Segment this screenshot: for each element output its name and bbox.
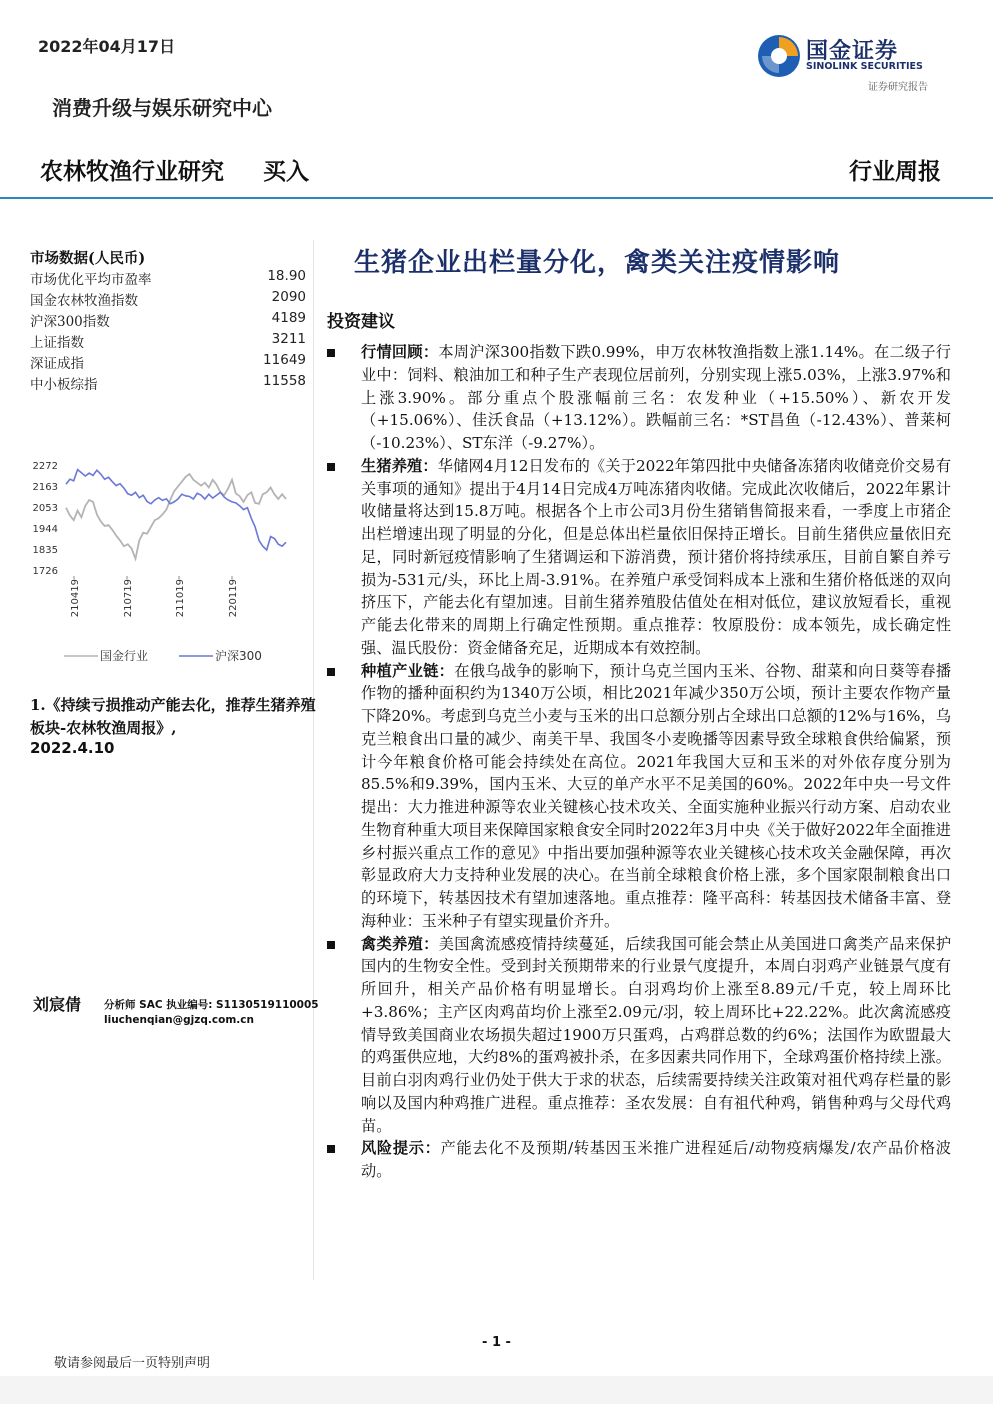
header-divider <box>0 197 993 199</box>
market-row-label: 国金农林牧渔指数 <box>30 293 138 309</box>
x-tick-label: 220119 <box>228 579 239 618</box>
recommendation-list <box>327 341 951 1183</box>
market-row <box>30 352 306 373</box>
rating-badge: 买入 <box>263 159 309 185</box>
market-row-label: 中小板综指 <box>30 377 98 393</box>
bullet-head: 行情回顾： <box>361 343 439 361</box>
market-row <box>30 331 306 352</box>
bullet-head: 种植产业链： <box>361 661 455 680</box>
y-tick-label: 1944 <box>32 524 58 535</box>
y-tick-label: 1726 <box>32 566 58 577</box>
footer-bar <box>0 1376 993 1404</box>
report-date: 2022年04月17日 <box>38 37 176 56</box>
market-row-value: 11649 <box>263 352 306 368</box>
market-row <box>30 289 306 310</box>
bullet-text: 在俄乌战争的影响下，预计乌克兰国内玉米、谷物、甜菜和向日葵等春播作物的播种面积约为1340万公顷，相比2021年减少350万公顷，预计主要农作物产量下降20%。考虑到乌克兰小麦与玉米的出口总额分别占全球出口总额的12%与16%，乌克兰粮食出口量的减少、南美干旱、我国冬小麦晚播等因素导致全球粮食供给偏紧，预计今年粮食价格可能会持续处在高位。2021年我国大豆和玉米的对外依存度分别为85.5%和9.39%，国内玉米、大豆的单产水平不足美国的60%。2022年中央一号文件提出：大力推进种源等农业关键核心技术攻关、全面实施种业振兴行动方案、启动农业生物育种重大项目来保障国家粮食安全同时2022年3月中央《关于做好2022年全面推进乡村振兴重点工作的意见》中指出要加强种源等农业关键核心技术攻关金融保障，再次彰显政府大力支持种业发展的决心。在当前全球粮食价格上涨，多个国家限制粮食出口的环境下，转基因技术有望加速落地。重点推荐：隆平高科：转基因技术储备丰富、登海种业：玉米种子有望实现量价齐升。 <box>361 661 952 930</box>
bullet-square-icon <box>327 668 335 676</box>
related-report-date: 2022.4.10 <box>30 739 115 757</box>
analyst-name: 刘宸倩 <box>33 995 82 1014</box>
x-tick-label: 210419 <box>70 579 81 618</box>
index-line-chart <box>24 448 314 668</box>
y-tick-label: 2163 <box>32 482 58 493</box>
logo-name-cn: 国金证券 <box>806 39 899 64</box>
analyst-info <box>104 998 319 1028</box>
y-tick-label: 1835 <box>32 545 58 556</box>
market-row-value: 3211 <box>271 331 306 347</box>
legend-label: 国金行业 <box>100 649 149 663</box>
market-row-label: 深证成指 <box>30 356 84 372</box>
legend-label: 沪深300 <box>215 649 262 663</box>
bullet-square-icon <box>327 941 335 949</box>
market-row-label: 市场优化平均市盈率 <box>30 272 152 288</box>
market-row <box>30 310 306 331</box>
bullet-text: 本周沪深300指数下跌0.99%，申万农林牧渔指数上涨1.14%。在二级子行业中：饲料、粮油加工和种子生产表现位居前列，分别实现上涨5.03%，上涨3.97%和上涨3.90%。部分重点个股涨幅前三名：农发种业（+15.50%）、新农开发（+15.06%）、佳沃食品（+13.12%）。跌幅前三名：*ST昌鱼（-12.43%）、普莱柯（-10.23%）、ST东洋（-9.27%）。 <box>361 343 951 452</box>
market-data-title: 市场数据(人民币) <box>30 250 146 267</box>
bullet-planting <box>327 660 951 933</box>
market-row-value: 2090 <box>271 289 306 305</box>
series-line-csi300 <box>66 470 286 550</box>
bullet-hog <box>327 455 951 660</box>
market-row-label: 沪深300指数 <box>30 314 110 330</box>
market-row <box>30 373 306 394</box>
market-row-value: 4189 <box>271 310 306 326</box>
related-report-title: 1.《持续亏损推动产能去化，推荐生猪养殖板块-农林牧渔周报》, <box>30 696 316 737</box>
bullet-text: 产能去化不及预期/转基因玉米推广进程延后/动物疫病爆发/农产品价格波动。 <box>361 1139 951 1180</box>
disclaimer-note: 敬请参阅最后一页特别声明 <box>54 1356 211 1371</box>
logo-mark-icon <box>756 33 802 79</box>
research-center: 消费升级与娱乐研究中心 <box>52 96 272 120</box>
bullet-text: 美国禽流感疫情持续蔓延，后续我国可能会禁止从美国进口禽类产品来保护国内的生物安全性。受到封关预期带来的行业景气度提升，本周白羽鸡产业链景气度有所回升，相关产品价格有明显增长。白羽鸡均价上涨至8.89元/千克，较上周环比+3.86%；主产区肉鸡苗均价上涨至2.09元/羽，较上周环比+22.22%。此次禽流感疫情导致美国商业农场损失超过1900万只蛋鸡，占鸡群总数的约6%；法国作为欧盟最大的鸡蛋供应地，大约8%的蛋鸡被扑杀，在多因素共同作用下，全球鸡蛋价格持续上涨。目前白羽肉鸡行业仍处于供大于求的状态，后续需要持续关注政策对祖代鸡存栏量的影响以及国内种鸡推广进程。重点推荐：圣农发展：自有祖代种鸡，销售种鸡与父母代鸡苗。 <box>361 934 952 1135</box>
analyst-license: 分析师 SAC 执业编号: S1130519110005 <box>104 999 319 1011</box>
report-type: 行业周报 <box>849 158 941 185</box>
y-tick-label: 2272 <box>32 461 58 472</box>
industry-title: 农林牧渔行业研究 <box>40 159 224 185</box>
bullet-market-review <box>327 341 951 455</box>
market-row-value: 11558 <box>263 373 306 389</box>
market-row <box>30 268 306 289</box>
bullet-poultry <box>327 933 951 1138</box>
x-tick-label: 211019 <box>175 579 186 618</box>
bullet-square-icon <box>327 349 335 357</box>
series-line-industry <box>66 474 286 559</box>
market-row-value: 18.90 <box>267 268 306 284</box>
market-row-label: 上证指数 <box>30 335 84 351</box>
bullet-head: 风险提示： <box>361 1139 441 1158</box>
bullet-square-icon <box>327 1145 335 1153</box>
page-number: - 1 - <box>482 1335 511 1350</box>
logo-subtitle: 证券研究报告 <box>868 82 928 93</box>
column-divider <box>313 240 314 1280</box>
logo-name-en: SINOLINK SECURITIES <box>806 61 923 72</box>
bullet-head: 禽类养殖： <box>361 934 439 953</box>
y-tick-label: 2053 <box>32 503 58 514</box>
x-tick-label: 210719 <box>123 579 134 618</box>
bullet-text: 华储网4月12日发布的《关于2022年第四批中央储备冻猪肉收储竞价交易有关事项的通知》提出于4月14日完成4万吨冻猪肉收储。完成此次收储后，2022年累计收储量将达到15.8万吨。根据各个上市公司3月份生猪销售简报来看，一季度上市猪企出栏增速出现了明显的分化，但是总体出栏量依旧保持正增长。目前生猪供应量依旧充足，同时新冠疫情影响了生猪调运和下游消费，预计猪价将持续承压，目前自繁自养亏损为-531元/头，环比上周-3.91%。在养殖户承受饲料成本上涨和生猪价格低迷的双向挤压下，产能去化有望加速。目前生猪养殖股估值处在相对低位，建议放短看长，重视产能去化带来的周期上行确定性预期。重点推荐：牧原股份：成本领先，成长确定性强、温氏股份：资金储备充足，近期成本有效控制。 <box>361 456 952 657</box>
section-title: 投资建议 <box>327 312 395 332</box>
report-title: 生猪企业出栏量分化，禽类关注疫情影响 <box>354 248 841 278</box>
bullet-head: 生猪养殖： <box>361 456 438 475</box>
bullet-square-icon <box>327 463 335 471</box>
bullet-risk <box>327 1137 951 1183</box>
analyst-email: liuchenqian@gjzq.com.cn <box>104 1014 254 1026</box>
